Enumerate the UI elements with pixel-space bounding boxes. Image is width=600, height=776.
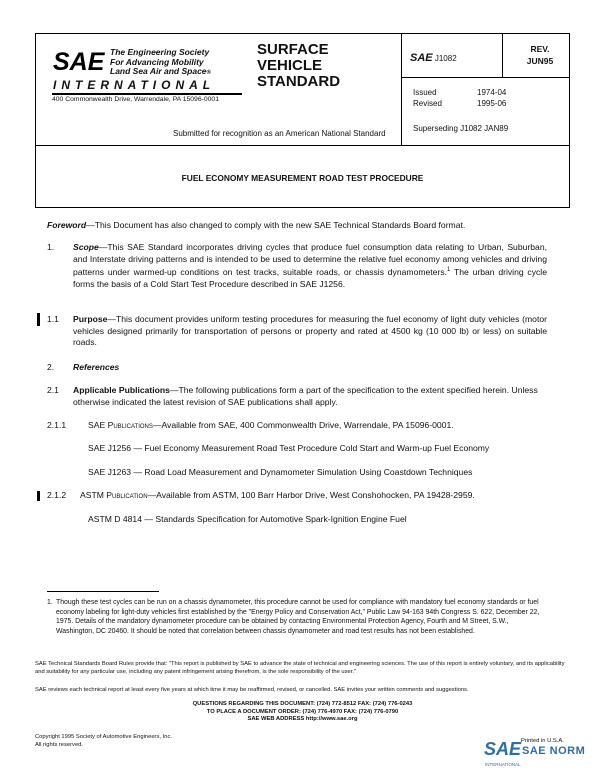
issued-date: 1974-04 <box>477 88 507 97</box>
scope-label: Scope <box>73 242 99 252</box>
purpose-paragraph <box>73 314 547 349</box>
pub-title: Standards Specification for Automotive Spark-Ignition Engine Fuel <box>155 514 407 524</box>
change-bar <box>37 313 40 326</box>
org-line: For Advancing Mobility <box>110 56 204 67</box>
trademark: ® <box>206 70 211 76</box>
issued-label: Issued <box>413 88 437 97</box>
standard-type <box>257 42 340 90</box>
purpose-number: 1.1 <box>47 314 59 324</box>
header-divider <box>401 34 402 145</box>
superseding: Superseding J1082 JAN89 <box>413 124 509 133</box>
rev-date: JUN95 <box>526 56 554 66</box>
org-line: The Engineering Society <box>110 47 210 57</box>
document-title: FUEL ECONOMY MEASUREMENT ROAD TEST PROCEDURE <box>181 173 424 183</box>
doc-logo: SAE <box>410 52 433 64</box>
astm-pubs-text: —Available from ASTM, 100 Barr Harbor Drive, West Conshohocken, PA 19428-2959. <box>147 490 475 500</box>
references-heading: References <box>73 362 120 372</box>
web-line: SAE WEB ADDRESS http://www.sae.org <box>247 716 358 723</box>
footer-review-notice: SAE reviews each technical report at least every five years at which time it may be reaffirmed, revised, or cancelled. SAE invites your written comments and suggestions. <box>35 687 469 693</box>
dates-block <box>413 87 506 109</box>
header-rule <box>401 77 569 78</box>
watermark-text: SAE NORM <box>522 745 586 757</box>
applicable-paragraph <box>73 385 547 408</box>
footnote-text: Though these test cycles can be run on a chassis dynamometer, this procedure cannot be used for compliance with mandatory fuel economy standards or fuel economy labeling for light-duty vehicles first established by the "Energy Policy and Conservation Act," Public Law 94-163 94th Congress S. 622, December 22, 1975. Details of the mandatory dynamometer procedure can be obtained by contacting Environmental Protection Agency, Fourth and M Street, S.W., Washington, DC 20460. It should be noted that correlation between chassis dynamometer and road test results has not been established. <box>56 599 540 635</box>
scope-text-2: The urban driving cycle forms the basis of a Cold Start Test Procedure described in SAE J1256. <box>73 267 547 289</box>
org-line: Land Sea Air and Space® <box>110 66 211 76</box>
standard-line: STANDARD <box>257 73 341 90</box>
order-line: TO PLACE A DOCUMENT ORDER: (724) 776-4970 FAX: (724) 776-0790 <box>206 708 399 715</box>
references-number: 2. <box>47 362 55 372</box>
header-divider-rev <box>502 34 503 77</box>
printed-in: Printed in U.S.A. <box>521 738 564 744</box>
astm-pubs-label: ASTM Publication <box>80 490 148 500</box>
applicable-number: 2.1 <box>47 385 59 395</box>
copyright: Copyright 1995 Society of Automotive Engineers, Inc. <box>35 734 172 740</box>
purpose-label: Purpose <box>73 314 108 324</box>
change-bar <box>37 491 40 501</box>
sae-pubs-text: —Available from SAE, 400 Commonwealth Drive, Warrendale, PA 15096-0001. <box>152 420 454 430</box>
revised-date: 1995-06 <box>477 99 507 108</box>
foreword-label: Foreword <box>47 220 87 230</box>
applicable-label: Applicable Publications <box>73 385 170 395</box>
footnote-marker: 1. <box>47 599 53 606</box>
pub-title: Road Load Measurement and Dynamometer Simulation Using Coastdown Techniques <box>144 467 473 477</box>
astm-pubs-number: 2.1.2 <box>47 490 67 500</box>
pub-code: SAE J1256 <box>88 443 131 453</box>
sae-pubs-paragraph <box>88 420 558 432</box>
sae-pub-item: SAE J1256 — Fuel Economy Measurement Road Test Procedure Cold Start and Warm-up Fuel Economy <box>88 443 490 453</box>
international-wordmark: INTERNATIONAL <box>53 78 216 92</box>
doc-number-block <box>410 52 457 64</box>
watermark-sub: INTERNATIONAL <box>485 762 521 767</box>
sae-pub-item: SAE J1263 — Road Load Measurement and Dynamometer Simulation Using Coastdown Techniques <box>88 467 473 477</box>
footer-notice: SAE Technical Standards Board Rules provide that: "This report is published by SAE to advance the state of technical and engineering sciences. The use of this report is entirely voluntary, and its applicability and suitability for any particular use, including any patent infringement arising therefrom, is the sole responsibility of the user." <box>35 661 565 675</box>
sae-logo-text: SAE <box>53 48 105 74</box>
scope-number: 1. <box>47 242 55 252</box>
sae-pubs-number: 2.1.1 <box>47 420 67 430</box>
sae-pubs-label: SAE Publications <box>88 420 153 430</box>
logo-rule <box>52 93 242 95</box>
sae-logo <box>52 48 106 74</box>
revised-label: Revised <box>413 99 442 108</box>
astm-pub-item: ASTM D 4814 — Standards Specification for Automotive Spark-Ignition Engine Fuel <box>88 514 407 524</box>
rights: All rights reserved. <box>35 741 84 748</box>
address: 400 Commonwealth Drive, Warrendale, PA 15096-0001 <box>52 96 219 103</box>
rev-label: REV. <box>530 44 550 54</box>
foreword <box>47 220 567 232</box>
pub-code: ASTM D 4814 <box>88 514 142 524</box>
astm-pubs-paragraph <box>80 490 560 502</box>
scope-text: —This SAE Standard incorporates driving cycles that produce fuel consumption data relating to Urban, Suburban, and Interstate driving patterns and is intended to be used to determine the relative fuel economy among vehicles and driving patterns under warmed-up conditions on test tracks, suitable roads, or chassis dynamometers. <box>73 242 547 278</box>
scope-paragraph <box>73 242 547 290</box>
doc-number: J1082 <box>434 54 457 63</box>
scope-footnote-ref: 1 <box>447 267 451 274</box>
footer-contacts <box>35 701 570 724</box>
standard-line: SURFACE <box>257 41 329 58</box>
org-tagline <box>110 48 211 79</box>
pub-code: SAE J1263 <box>88 467 131 477</box>
sae-norm-watermark <box>484 739 596 771</box>
revision-block <box>520 43 560 67</box>
purpose-text: —This document provides uniform testing procedures for measuring the fuel economy of light duty vehicles (motor vehicles designed primarily for transportation of persons or property and rated at 4500 kg (10 000 lb) or less) on suitable roads. <box>73 314 547 348</box>
questions-line: QUESTIONS REGARDING THIS DOCUMENT: (724) 772-8512 FAX: (724) 776-0243 <box>192 701 413 707</box>
foreword-text: —This Document has also changed to comply with the new SAE Technical Standards Board format. <box>86 220 466 230</box>
watermark-logo: SAE <box>484 739 522 759</box>
applicable-text: —The following publications form a part of the specification to the extent specified herein. Unless otherwise indicated the latest revision of SAE publications shall apply. <box>73 385 538 407</box>
copyright-block <box>35 734 172 749</box>
submitted-note: Submitted for recognition as an American National Standard <box>173 129 386 138</box>
pub-title: Fuel Economy Measurement Road Test Procedure Cold Start and Warm-up Fuel Economy <box>144 443 490 453</box>
standard-line: VEHICLE <box>257 57 323 74</box>
footnote-rule <box>47 591 159 592</box>
